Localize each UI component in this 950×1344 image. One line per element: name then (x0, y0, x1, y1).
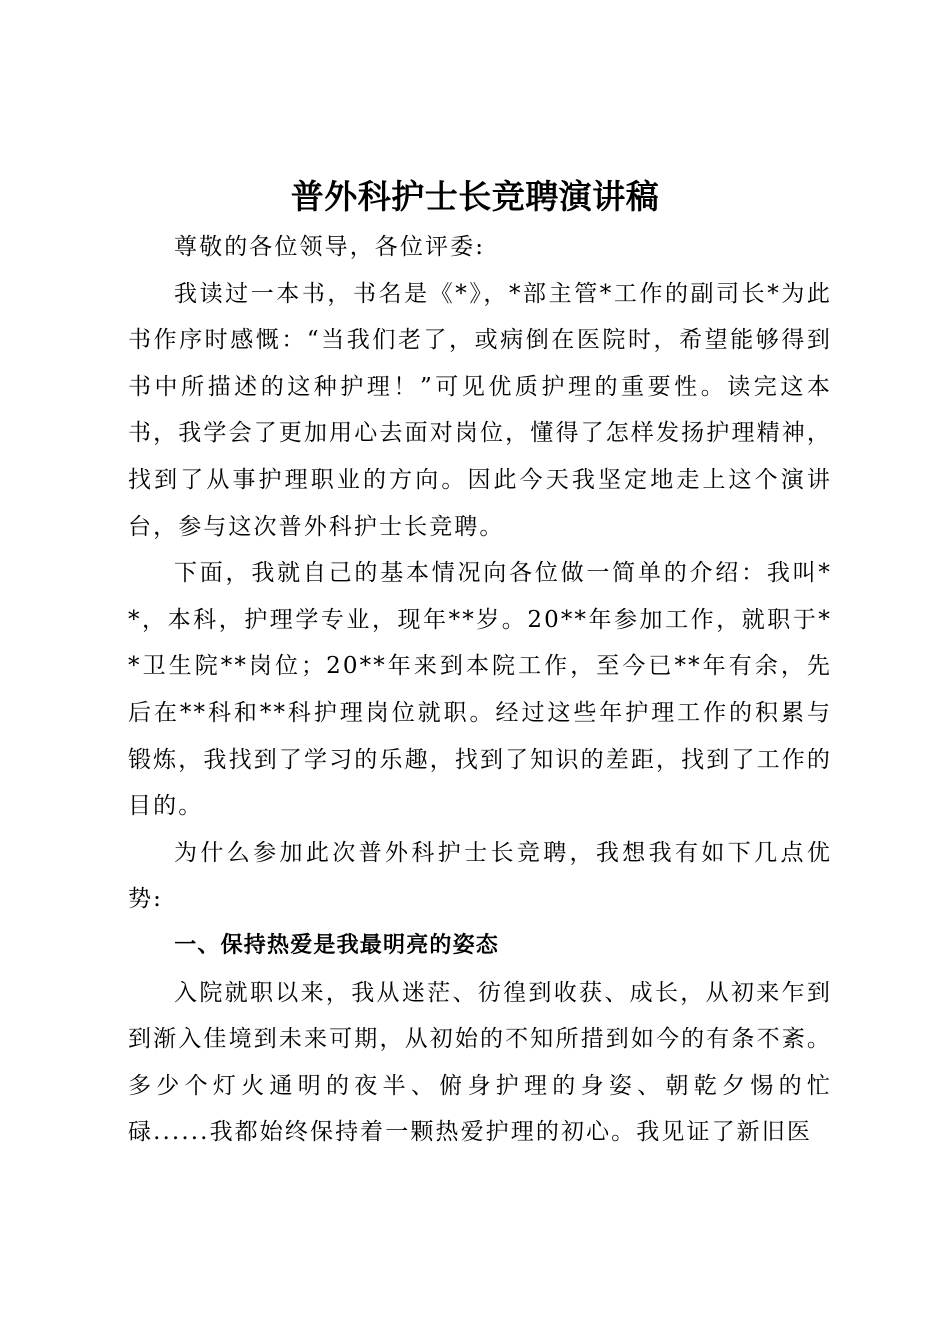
book-intro-paragraph: 我读过一本书，书名是《*》，*部主管*工作的副司长*为此书作序时感慨：“当我们老了，或病倒在医院时，希望能够得到书中所描述的这种护理！”可见优质护理的重要性。读完这本书，我学会了更加用心去面对岗位，懂得了怎样发扬护理精神，找到了从事护理职业的方向。因此今天我坚定地走上这个演讲台，参与这次普外科护士长竞聘。 (128, 280, 832, 540)
self-introduction-paragraph: 下面，我就自己的基本情况向各位做一简单的介绍：我叫**，本科，护理学专业，现年**岁。20**年参加工作，就职于**卫生院**岗位；20**年来到本院工作，至今已**年有余，先后在**科和**科护理岗位就职。经过这些年护理工作的积累与锻炼，我找到了学习的乐趣，找到了知识的差距，找到了工作的目的。 (128, 560, 832, 820)
document-title: 普外科护士长竞聘演讲稿 (290, 177, 660, 216)
advantages-intro-paragraph: 为什么参加此次普外科护士长竞聘，我想我有如下几点优势: (128, 839, 832, 913)
salutation-paragraph: 尊敬的各位领导，各位评委: (174, 234, 486, 260)
document-body (128, 224, 832, 1156)
section-heading-1: 一、保持热爱是我最明亮的姿态 (174, 932, 499, 958)
section-1-paragraph: 入院就职以来，我从迷茫、彷徨到收获、成长，从初来乍到到渐入佳境到未来可期，从初始的不知所措到如今的有条不紊。多少个灯火通明的夜半、俯身护理的身姿、朝乾夕惕的忙碌......我都始终保持着一颗热爱护理的初心。我见证了新旧医 (128, 979, 832, 1146)
